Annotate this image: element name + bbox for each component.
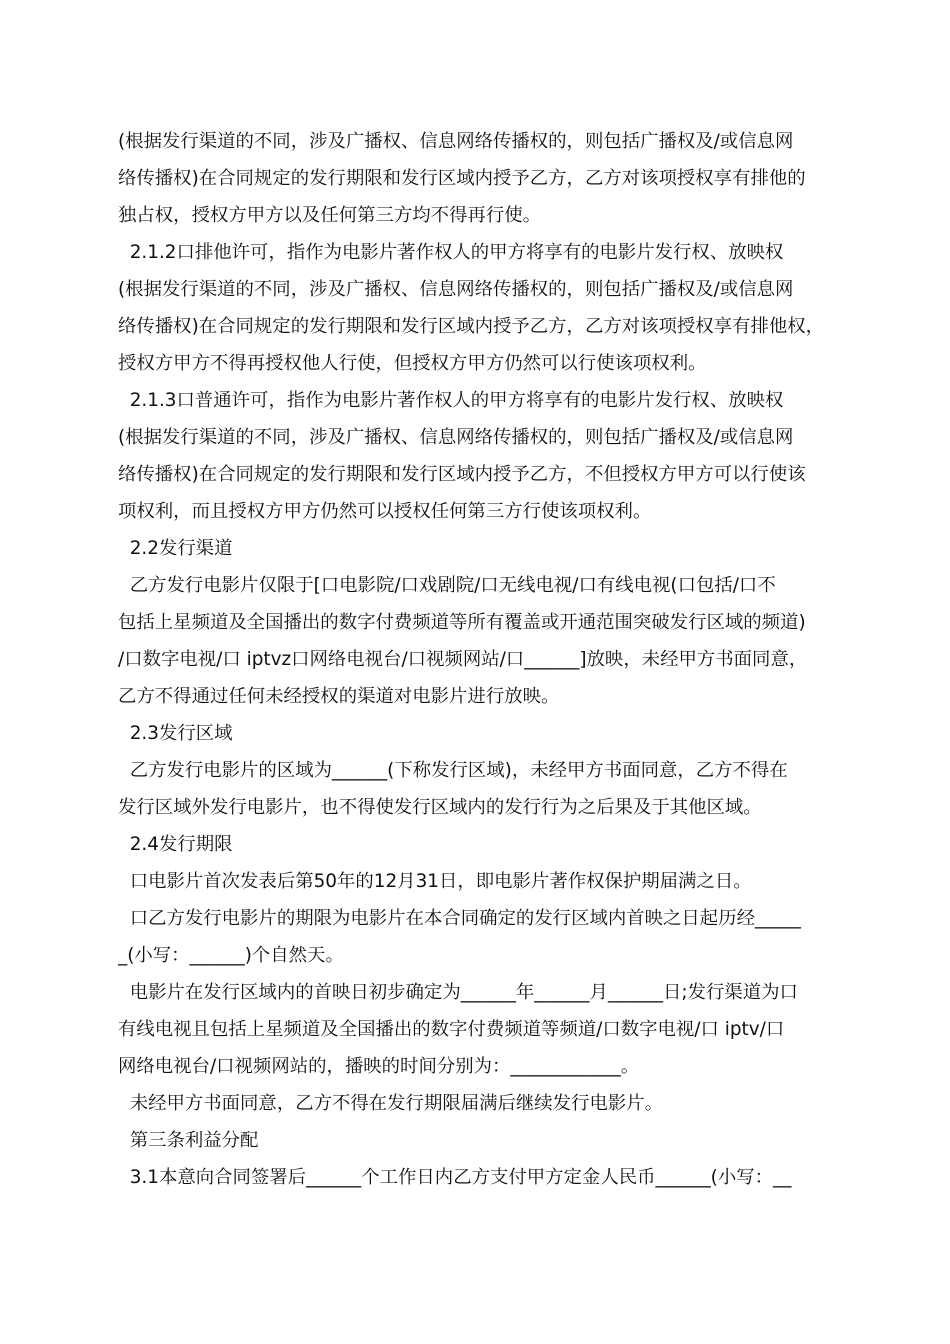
text-line: 网络电视台/口视频网站的，播映的时间分别为：____________。 bbox=[118, 1056, 640, 1077]
section-heading-2-2: 2.2发行渠道 bbox=[118, 538, 233, 559]
text-line: 络传播权)在合同规定的发行期限和发行区域内授予乙方，不但授权方甲方可以行使该 bbox=[118, 464, 806, 485]
document-body bbox=[118, 123, 840, 1196]
text-line: 乙方发行电影片的区域为______(下称发行区域)，未经甲方书面同意，乙方不得在 bbox=[118, 760, 788, 781]
clause-3-1: 3.1本意向合同签署后______个工作日内乙方支付甲方定金人民币______(小写：__ bbox=[118, 1167, 792, 1188]
text-line: (根据发行渠道的不同，涉及广播权、信息网络传播权的，则包括广播权及/或信息网 bbox=[118, 131, 794, 152]
text-line: 络传播权)在合同规定的发行期限和发行区域内授予乙方，乙方对该项授权享有排他的 bbox=[118, 168, 806, 189]
text-line: 发行区域外发行电影片，也不得使发行区域内的发行行为之后果及于其他区域。 bbox=[118, 797, 762, 818]
text-line: 未经甲方书面同意，乙方不得在发行期限届满后继续发行电影片。 bbox=[118, 1093, 664, 1114]
article-heading-3: 第三条利益分配 bbox=[118, 1130, 259, 1151]
text-line: 口电影片首次发表后第50年的12月31日，即电影片著作权保护期届满之日。 bbox=[118, 871, 752, 892]
text-line: 授权方甲方不得再授权他人行使，但授权方甲方仍然可以行使该项权利。 bbox=[118, 353, 707, 374]
text-line: (根据发行渠道的不同，涉及广播权、信息网络传播权的，则包括广播权及/或信息网 bbox=[118, 427, 794, 448]
section-heading-2-3: 2.3发行区域 bbox=[118, 723, 233, 744]
clause-2-1-3: 2.1.3口普通许可，指作为电影片著作权人的甲方将享有的电影片发行权、放映权 bbox=[118, 390, 784, 411]
section-heading-2-4: 2.4发行期限 bbox=[118, 834, 233, 855]
clause-2-1-2: 2.1.2口排他许可，指作为电影片著作权人的甲方将享有的电影片发行权、放映权 bbox=[118, 242, 784, 263]
text-line: /口数字电视/口 iptvz口网络电视台/口视频网站/口______]放映，未经甲方书面同意， bbox=[118, 649, 808, 670]
text-line: 项权利，而且授权方甲方仍然可以授权任何第三方行使该项权利。 bbox=[118, 501, 652, 522]
text-line: 有线电视且包括上星频道及全国播出的数字付费频道等频道/口数字电视/口 iptv/口 bbox=[118, 1019, 785, 1040]
text-line: _(小写：______)个自然天。 bbox=[118, 945, 344, 966]
text-line: 独占权，授权方甲方以及任何第三方均不得再行使。 bbox=[118, 205, 541, 226]
text-line: 口乙方发行电影片的期限为电影片在本合同确定的发行区域内首映之日起历经_____ bbox=[118, 908, 801, 929]
text-line: (根据发行渠道的不同，涉及广播权、信息网络传播权的，则包括广播权及/或信息网 bbox=[118, 279, 794, 300]
text-line: 乙方发行电影片仅限于[口电影院/口戏剧院/口无线电视/口有线电视(口包括/口不 bbox=[118, 575, 776, 596]
text-line: 络传播权)在合同规定的发行期限和发行区域内授予乙方，乙方对该项授权享有排他权， bbox=[118, 316, 825, 337]
text-line: 包括上星频道及全国播出的数字付费频道等所有覆盖或开通范围突破发行区域的频道) bbox=[118, 612, 806, 633]
text-line: 乙方不得通过任何未经授权的渠道对电影片进行放映。 bbox=[118, 686, 560, 707]
text-line: 电影片在发行区域内的首映日初步确定为______年______月______日;发行渠道为口 bbox=[118, 982, 798, 1003]
